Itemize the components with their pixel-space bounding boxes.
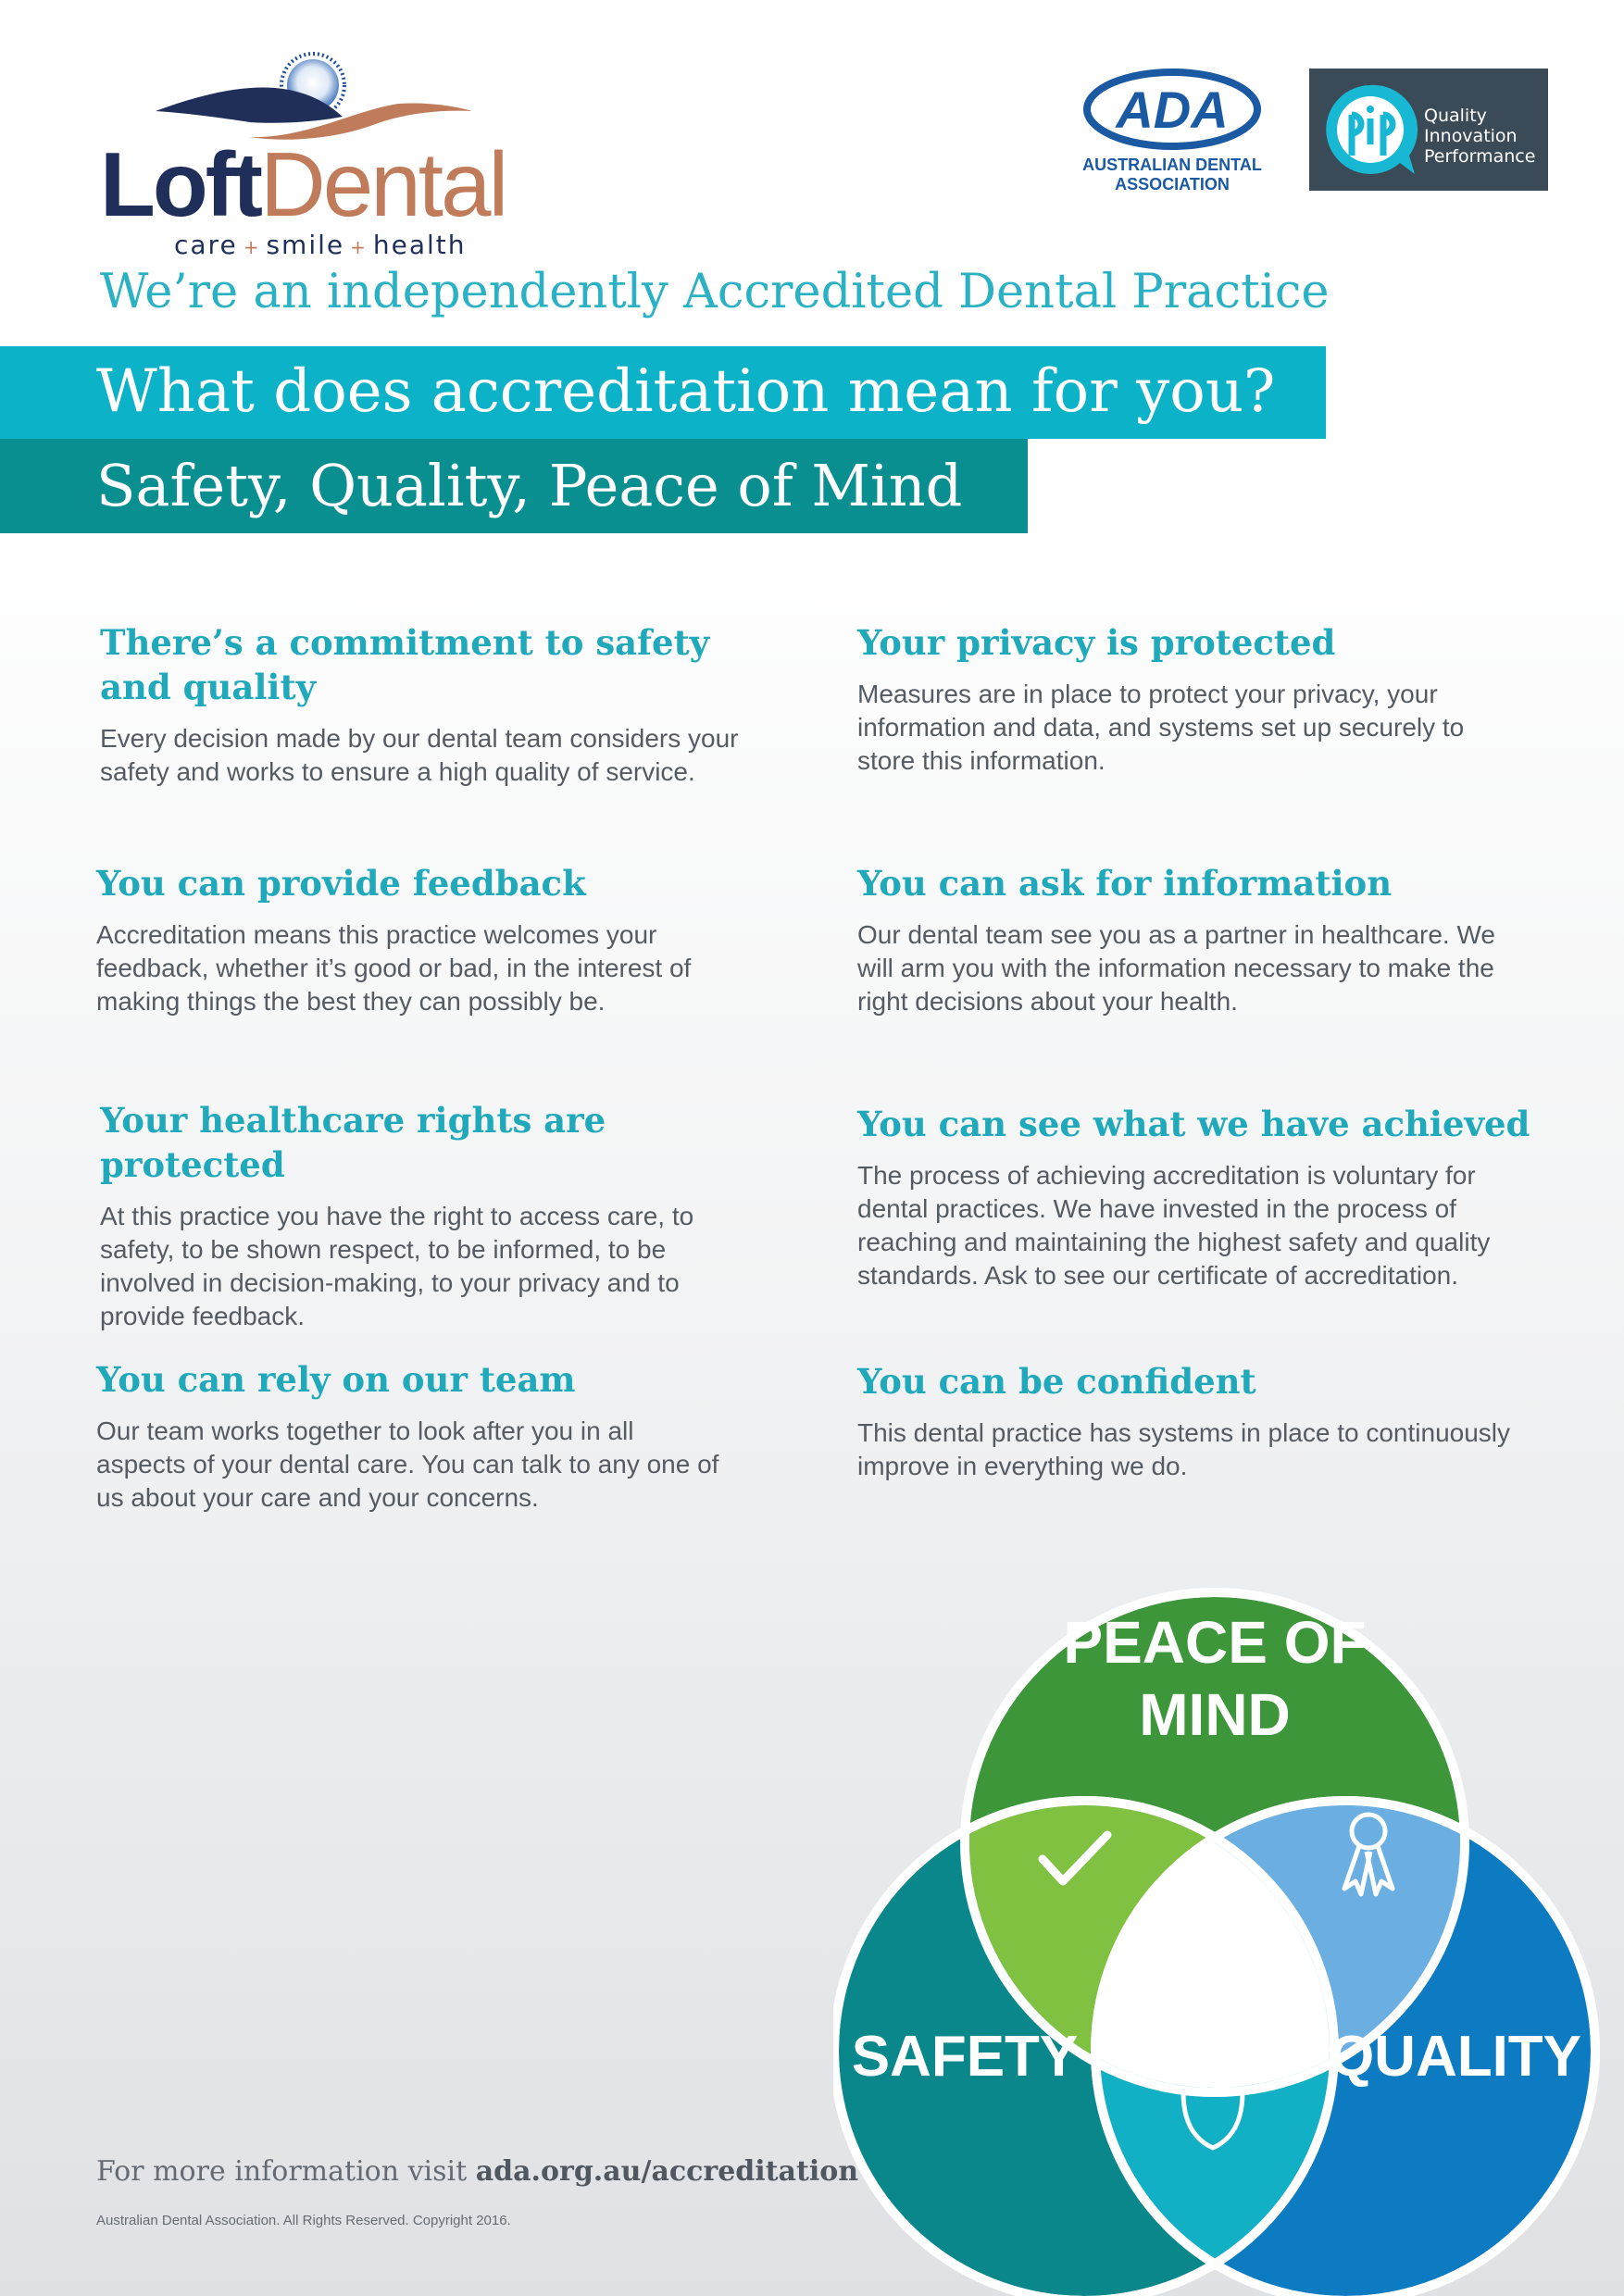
section-title: You can ask for information	[857, 863, 1393, 904]
section-rights	[100, 1098, 767, 1333]
peace-of-mind-label: PEACE OF	[1063, 1609, 1367, 1676]
section-title: There’s a commitment to safety and quality	[100, 622, 710, 707]
section-body: Accreditation means this practice welcomes your feedback, whether it’s good or bad, in the interest of making things the best they can possibly be.	[96, 920, 692, 1016]
section-body: The process of achieving accreditation is voluntary for dental practices. We have invested in the process of reaching and maintaining the highest safety and quality standards. Ask to see our certificate of accreditation.	[857, 1161, 1491, 1290]
section-title: Your healthcare rights are protected	[100, 1100, 606, 1185]
footer-more-info: For more information visit ada.org.au/accreditation	[96, 2155, 859, 2188]
headline-question: What does accreditation mean for you?	[96, 357, 1276, 426]
loft-dental-logo	[93, 46, 537, 268]
section-body: Our dental team see you as a partner in healthcare. We will arm you with the information necessary to make the right decisions about your health.	[857, 920, 1495, 1016]
section-information	[857, 861, 1524, 1018]
ada-emblem-icon	[1080, 67, 1265, 156]
logo-tagline: care + smile + health	[174, 230, 467, 260]
logo-wordmark: LoftDental	[100, 133, 506, 235]
footer-link[interactable]: ada.org.au/accreditation	[475, 2155, 859, 2188]
ada-acronym: ADA	[1116, 81, 1229, 139]
qip-text: Quality Innovation Performance	[1424, 106, 1536, 167]
section-achievements	[857, 1102, 1543, 1292]
section-privacy	[857, 620, 1524, 778]
section-title: You can provide feedback	[96, 863, 586, 904]
headline-tagline: Safety, Quality, Peace of Mind	[96, 452, 963, 519]
ada-logo	[1080, 67, 1265, 196]
section-feedback	[96, 861, 744, 1018]
section-team	[96, 1357, 726, 1515]
section-title: You can see what we have achieved	[857, 1104, 1530, 1144]
peace-of-mind-label-line2: MIND	[1139, 1681, 1291, 1748]
qip-emblem-icon	[1320, 81, 1420, 178]
page-subtitle: We’re an independently Accredited Dental Practice	[100, 265, 1330, 319]
section-body: This dental practice has systems in place to continuously improve in everything we do.	[857, 1418, 1511, 1480]
section-body: At this practice you have the right to access care, to safety, to be shown respect, to be informed, to be involved in decision-making, to your privacy and to provide feedback.	[100, 1202, 694, 1330]
footer-copyright: Australian Dental Association. All Rights Reserved. Copyright 2016.	[96, 2213, 511, 2228]
section-body: Every decision made by our dental team considers your safety and works to ensure a high quality of service.	[100, 724, 739, 786]
section-body: Our team works together to look after you in all aspects of your dental care. You can talk to any one of us about your care and your concerns.	[96, 1416, 719, 1512]
safety-label: SAFETY	[851, 2025, 1079, 2089]
section-title: Your privacy is protected	[857, 622, 1336, 663]
section-body: Measures are in place to protect your privacy, your information and data, and systems set up securely to store this information.	[857, 680, 1465, 775]
section-title: You can be confident	[857, 1361, 1256, 1402]
ada-caption: AUSTRALIAN DENTAL ASSOCIATION	[1082, 156, 1262, 193]
accreditation-venn-diagram	[833, 1574, 1624, 2296]
qip-logo	[1309, 69, 1548, 191]
quality-label: QUALITY	[1329, 2025, 1582, 2089]
headline-band-primary	[0, 346, 1326, 439]
section-safety-commitment	[100, 620, 785, 789]
headline-band-secondary	[0, 439, 1028, 533]
section-title: You can rely on our team	[96, 1359, 576, 1400]
section-confident	[857, 1359, 1524, 1483]
